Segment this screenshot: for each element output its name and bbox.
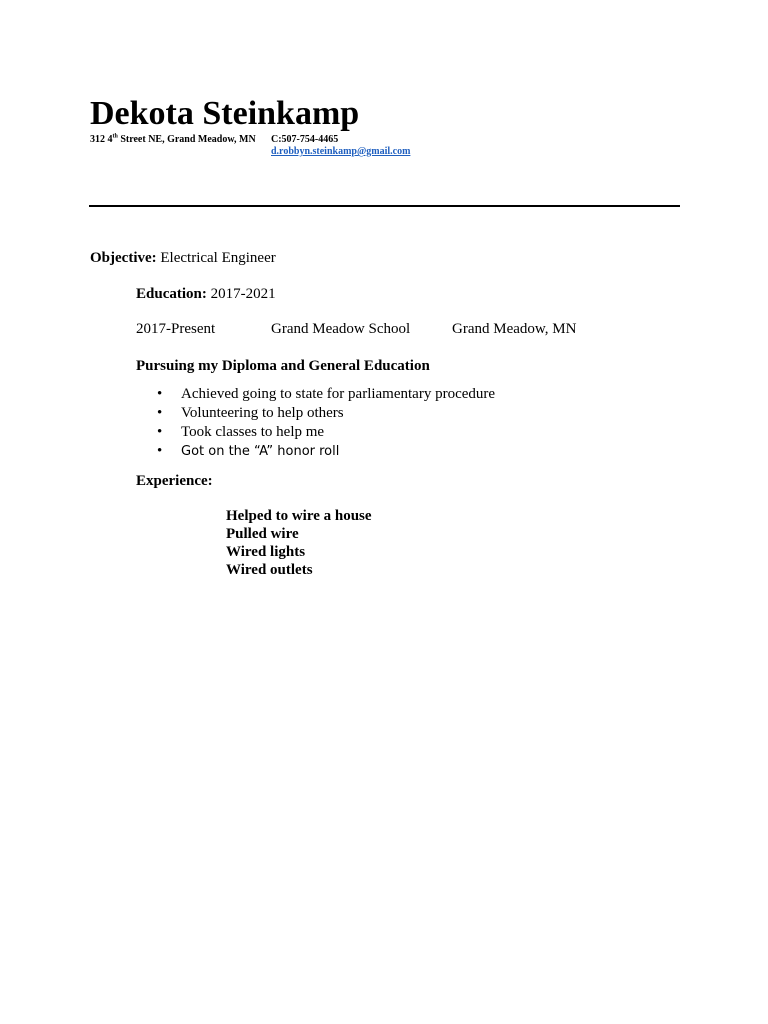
education-school: Grand Meadow School [271, 321, 411, 337]
education-bullet-list [136, 385, 495, 461]
list-item [136, 404, 495, 423]
address-superscript: th [112, 133, 118, 140]
bullet-text: Achieved going to state for parliamentary procedure [181, 386, 496, 402]
resume-name: Dekota Steinkamp [90, 95, 360, 132]
objective-line [90, 249, 276, 267]
header-divider [89, 205, 680, 207]
experience-list [226, 507, 372, 579]
bullet-text: Got on the “A” honor roll [181, 444, 340, 459]
bullet-icon: • [157, 443, 163, 459]
bullet-icon: • [157, 386, 163, 402]
experience-item: Helped to wire a house [226, 508, 372, 524]
list-item [136, 423, 495, 442]
experience-label: Experience: [136, 473, 213, 489]
objective-value: Electrical Engineer [156, 250, 276, 266]
email-link[interactable]: d.robbyn.steinkamp@gmail.com [271, 146, 411, 157]
bullet-text: Volunteering to help others [181, 405, 344, 421]
experience-item: Wired outlets [226, 562, 313, 578]
bullet-icon: • [157, 405, 163, 421]
phone-number: C:507-754-4465 [271, 134, 339, 145]
education-dates: 2017-Present [136, 321, 216, 337]
bullet-icon: • [157, 424, 163, 440]
education-subheading: Pursuing my Diploma and General Education [136, 358, 430, 374]
address [90, 133, 256, 147]
education-line [136, 285, 276, 303]
education-label: Education: [136, 286, 207, 302]
objective-label: Objective: [90, 250, 157, 266]
bullet-text: Took classes to help me [181, 424, 325, 440]
list-item [136, 385, 495, 404]
experience-item: Pulled wire [226, 526, 299, 542]
address-number: 312 4 [90, 134, 113, 145]
education-years: 2017-2021 [206, 286, 276, 302]
list-item [136, 442, 495, 461]
education-location: Grand Meadow, MN [452, 321, 577, 337]
experience-item: Wired lights [226, 544, 306, 560]
address-street: Street NE, Grand Meadow, MN [117, 134, 256, 145]
